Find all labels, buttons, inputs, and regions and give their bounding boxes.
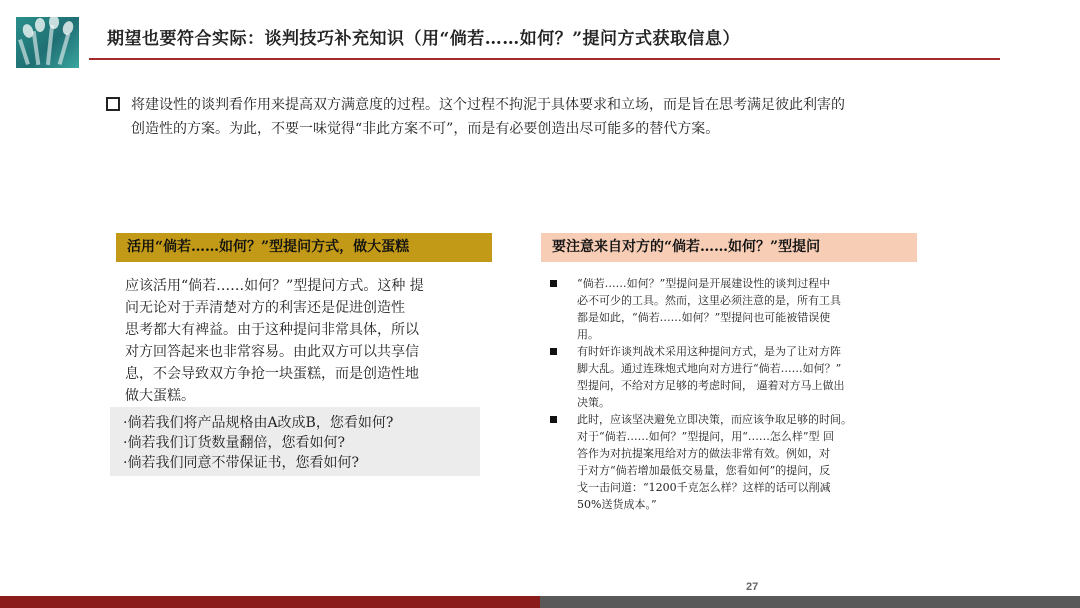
footer-bar-gray xyxy=(540,596,1080,608)
list-item-line: 必不可少的工具。然而，这里必须注意的是，所有工具 xyxy=(577,294,841,307)
example-item: ·倘若我们将产品规格由A改成B，您看如何? xyxy=(123,415,394,431)
page-title: 期望也要符合实际：谈判技巧补充知识（用“倘若……如何？”提问方式获取信息） xyxy=(107,29,741,49)
hands-raised-icon xyxy=(16,17,79,68)
list-item-line: 对于“倘若……如何？”型提问，用“……怎么样”型 回 xyxy=(577,430,834,443)
list-item-line: 决策。 xyxy=(577,396,610,409)
title-divider xyxy=(89,58,1000,60)
examples-box xyxy=(110,407,480,476)
list-item-line: 于对方“倘若增加最低交易量，您看如何”的提问，反 xyxy=(577,464,831,477)
intro-line-2: 创造性的方案。为此，不要一味觉得“非此方案不可”，而是有必要创造出尽可能多的替代方案。 xyxy=(131,121,720,137)
example-item: ·倘若我们同意不带保证书，您看如何? xyxy=(123,455,359,471)
intro-line-1: 将建设性的谈判看作用来提高双方满意度的过程。这个过程不拘泥于具体要求和立场，而是旨在思考满足彼此利害的 xyxy=(131,97,845,113)
left-paragraph-line: 息，不会导致双方争抢一块蛋糕，而是创造性地 xyxy=(125,366,419,382)
list-item-line: 用。 xyxy=(577,328,599,341)
left-paragraph-line: 对方回答起来也非常容易。由此双方可以共享信 xyxy=(125,344,419,360)
list-item xyxy=(549,411,939,513)
left-paragraph-line: 应该活用“倘若……如何？”型提问方式。这种 提 xyxy=(125,278,424,294)
page-number: 27 xyxy=(746,581,759,593)
list-item-line: 答作为对抗提案甩给对方的做法非常有效。例如，对 xyxy=(577,447,830,460)
list-item-line: “倘若……如何？”型提问是开展建设性的谈判过程中 xyxy=(577,277,831,290)
left-section-heading: 活用“倘若……如何？”型提问方式，做大蛋糕 xyxy=(116,233,492,262)
hollow-square-bullet-icon xyxy=(106,97,120,111)
left-paragraph-line: 思考都大有裨益。由于这种提问非常具体，所以 xyxy=(125,322,419,338)
square-bullet-icon xyxy=(550,280,557,287)
example-item: ·倘若我们订货数量翻倍，您看如何? xyxy=(123,435,345,451)
list-item-line: 脚大乱。通过连珠炮式地向对方进行“倘若……如何？” xyxy=(577,362,842,375)
list-item-line: 都是如此，“倘若……如何？”型提问也可能被错误使 xyxy=(577,311,831,324)
square-bullet-icon xyxy=(550,348,557,355)
list-item xyxy=(549,343,939,411)
list-item-line: 50%送货成本。” xyxy=(577,498,657,511)
right-bullet-list xyxy=(549,275,939,513)
intro-paragraph xyxy=(106,93,996,141)
right-section-heading: 要注意来自对方的“倘若……如何？”型提问 xyxy=(541,233,917,262)
left-paragraph-line: 做大蛋糕。 xyxy=(125,388,195,404)
list-item xyxy=(549,275,939,343)
left-paragraph xyxy=(125,275,483,407)
footer-bar-red xyxy=(0,596,540,608)
square-bullet-icon xyxy=(550,416,557,423)
list-item-line: 有时奸诈谈判战术采用这种提问方式，是为了让对方阵 xyxy=(577,345,841,358)
list-item-line: 戈一击问道：“1200千克怎么样？这样的话可以削减 xyxy=(577,481,831,494)
left-paragraph-line: 问无论对于弄清楚对方的利害还是促进创造性 xyxy=(125,300,405,316)
list-item-line: 型提问，不给对方足够的考虑时间， 逼着对方马上做出 xyxy=(577,379,845,392)
list-item-line: 此时，应该坚决避免立即决策，而应该争取足够的时间。 xyxy=(577,413,852,426)
